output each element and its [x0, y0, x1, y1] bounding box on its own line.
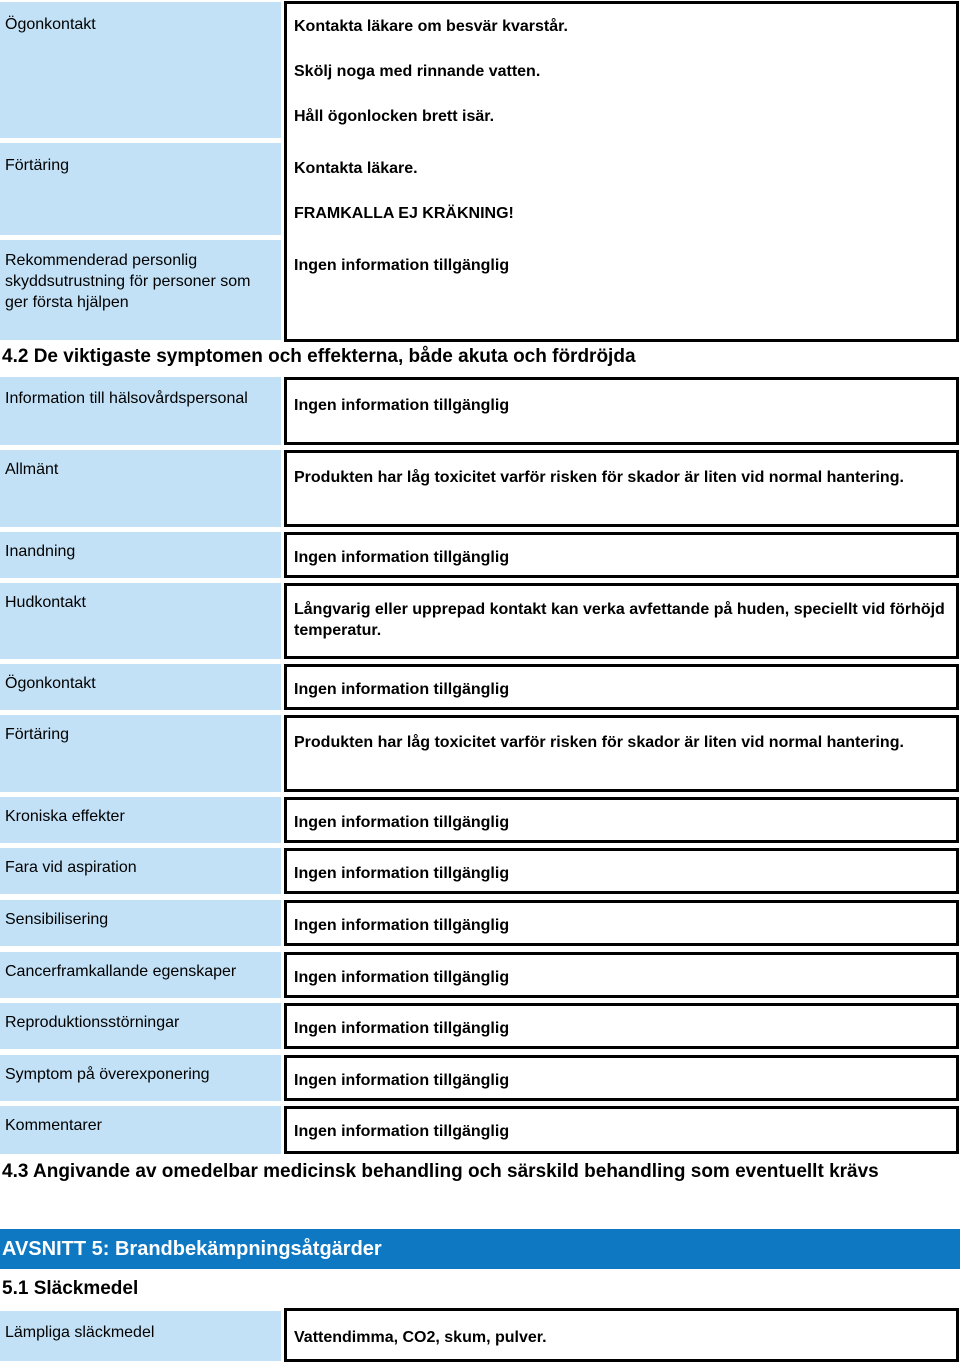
row-value: Långvarig eller upprepad kontakt kan verka avfettande på huden, speciellt vid förhöjd temperatur. — [284, 583, 959, 659]
row-label: Information till hälsovårdspersonal — [0, 377, 281, 445]
eye-contact-line: Håll ögonlocken brett isär. — [294, 108, 495, 125]
row-value: Ingen information tillgänglig — [284, 377, 959, 445]
row-value: Ingen information tillgänglig — [284, 797, 959, 843]
eye-contact-line: Kontakta läkare om besvär kvarstår. — [294, 18, 568, 35]
section-4-3-heading: 4.3 Angivande av omedelbar medicinsk behandling och särskild behandling som eventuellt krävs — [2, 1161, 879, 1182]
row-value: Produkten har låg toxicitet varför risken för skador är liten vid normal hantering. — [284, 450, 959, 527]
row-label: Kroniska effekter — [0, 797, 281, 843]
suitable-extinguishing-value: Vattendimma, CO2, skum, pulver. — [284, 1308, 959, 1362]
row-label: Sensibilisering — [0, 900, 281, 946]
ingestion-label: Förtäring — [0, 143, 281, 235]
eye-contact-label: Ögonkontakt — [0, 2, 281, 138]
suitable-extinguishing-label: Lämpliga släckmedel — [0, 1311, 281, 1361]
row-label: Cancerframkallande egenskaper — [0, 952, 281, 998]
row-value: Ingen information tillgänglig — [284, 1055, 959, 1101]
row-label: Förtäring — [0, 715, 281, 792]
first-aid-instructions — [284, 1, 959, 342]
row-label: Kommentarer — [0, 1106, 281, 1154]
row-value: Ingen information tillgänglig — [284, 848, 959, 894]
row-value: Ingen information tillgänglig — [284, 952, 959, 998]
section-5-title: AVSNITT 5: Brandbekämpningsåtgärder — [0, 1229, 960, 1269]
row-label: Inandning — [0, 532, 281, 578]
ingestion-line: FRAMKALLA EJ KRÄKNING! — [294, 205, 514, 222]
row-value: Ingen information tillgänglig — [284, 664, 959, 710]
ppe-value: Ingen information tillgänglig — [294, 257, 510, 274]
row-value: Ingen information tillgänglig — [284, 1106, 959, 1154]
section-4-2-heading: 4.2 De viktigaste symptomen och effekterna, både akuta och fördröjda — [2, 346, 636, 367]
row-label: Hudkontakt — [0, 583, 281, 659]
section-5-1-heading: 5.1 Släckmedel — [2, 1278, 139, 1299]
row-label: Reproduktionsstörningar — [0, 1003, 281, 1049]
row-label: Symptom på överexponering — [0, 1055, 281, 1101]
row-value: Ingen information tillgänglig — [284, 900, 959, 946]
ingestion-line: Kontakta läkare. — [294, 160, 418, 177]
row-value: Ingen information tillgänglig — [284, 1003, 959, 1049]
row-label: Allmänt — [0, 450, 281, 527]
ppe-label: Rekommenderad personlig skyddsutrustning för personer som ger första hjälpen — [0, 240, 281, 340]
row-label: Ögonkontakt — [0, 664, 281, 710]
row-value: Produkten har låg toxicitet varför risken för skador är liten vid normal hantering. — [284, 715, 959, 792]
row-value: Ingen information tillgänglig — [284, 532, 959, 578]
eye-contact-line: Skölj noga med rinnande vatten. — [294, 63, 541, 80]
row-label: Fara vid aspiration — [0, 848, 281, 894]
